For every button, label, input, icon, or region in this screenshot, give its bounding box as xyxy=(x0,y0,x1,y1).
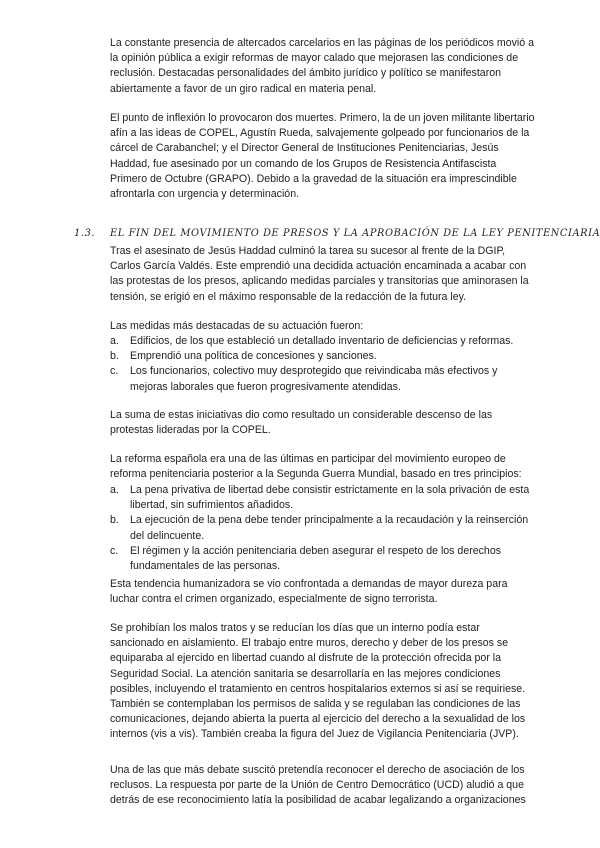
paragraph-punto-inflexion: El punto de inflexión lo provocaron dos muertes. Primero, la de un joven militante libertario afín a las ideas de COPEL, Agustín Rueda, salvajemente golpeado por funcionarios de la cárcel de Carabanchel; y el Director General de Instituciones Penitenciarias, Jesús Haddad, fue asesinado por un comando de los Grupos de Resistencia Antifascista Primero de Octubre (GRAPO). Debido a la gravedad de la situación era imprescindible afrontarla con urgencia y determinación. xyxy=(110,112,535,201)
list-item-text: Emprendió una política de concesiones y sanciones. xyxy=(130,350,377,363)
list-item-text: Edificios, de los que estableció un detallado inventario de deficiencias y reformas. xyxy=(130,335,514,347)
list-marker: c. xyxy=(110,365,119,378)
list-item xyxy=(110,513,535,543)
list-item-text: Los funcionarios, colectivo muy desprotegido que reivindicaba más efectivos y mejoras laborales que fueron progresivamente atendidas. xyxy=(130,365,498,393)
list-item-text: La ejecución de la pena debe tender principalmente a la recaudación y la reinserción del delincuente. xyxy=(130,514,529,542)
paragraph-asesinato-haddad: Tras el asesinato de Jesús Haddad culminó la tarea su sucesor al frente de la DGIP, Carlos García Valdés. Este emprendió una decidida actuación encaminada a acabar con las protestas de los presos, aplicando medidas parciales y transitorias que aminorasen la tensión, se erigió en el máximo responsable de la redacción de la futura ley. xyxy=(110,245,529,303)
list-marker: b. xyxy=(110,350,119,363)
paragraph-reforma-espanola: La reforma española era una de las últimas en participar del movimiento europeo de reforma penitenciaria posterior a la Segunda Guerra Mundial, basado en tres principios: xyxy=(110,453,522,481)
list-item xyxy=(110,544,535,574)
list-item-text: La pena privativa de libertad debe consistir estrictamente en la sola privación de esta libertad, sin sufrimientos añadidos. xyxy=(130,484,530,512)
list-marker: b. xyxy=(110,514,119,527)
section-title: EL FIN DEL MOVIMIENTO DE PRESOS Y LA APROBACIÓN DE LA LEY PENITENCIARIA xyxy=(110,228,600,239)
list-item xyxy=(110,349,535,364)
list-marker: c. xyxy=(110,544,119,557)
paragraph-malos-tratos: Se prohibían los malos tratos y se reducían los días que un interno podía estar sancionado en aislamiento. El trabajo entre muros, derecho y deber de los presos se equiparaba al ejercido en libertad cuando al disfrute de la protección ofrecida por la Seguridad Social. La atención sanitaria se desarrollaría en las mejores condiciones posibles, incluyendo el tratamiento en centros hospitalarios externos si así se requiriese. También se contemplaban los permisos de salida y se regulaban las condiciones de las comunicaciones, dejando abierta la puerta al ejercicio del derecho a la sexualidad de los internos (vis a vis). También creaba la figura del Juez de Vigilancia Penitenciaria (JVP). xyxy=(110,622,526,741)
measures-list xyxy=(110,334,535,395)
principles-list xyxy=(110,483,535,574)
paragraph-medidas-intro: Las medidas más destacadas de su actuación fueron: xyxy=(110,320,364,332)
list-item-text: El régimen y la acción penitenciaria deben asegurar el respeto de los derechos fundamentales de las personas. xyxy=(130,544,502,573)
paragraph-presencia-altercados: La constante presencia de altercados carcelarios en las páginas de los periódicos movió a la opinión pública a exigir reformas de mayor calado que mejorasen las condiciones de reclusión. Destacadas personalidades del ámbito jurídico y político se manifestaron abiertamente a favor de un giro radical en materia penal. xyxy=(110,37,534,95)
list-item xyxy=(110,483,535,513)
section-number: 1.3. xyxy=(74,228,96,239)
paragraph-tendencia-humanizadora: Esta tendencia humanizadora se vio confrontada a demandas de mayor dureza para luchar contra el crimen organizado, especialmente de signo terrorista. xyxy=(110,578,508,606)
paragraph-derecho-asociacion: Una de las que más debate suscitó pretendía reconocer el derecho de asociación de los reclusos. La respuesta por parte de la Unión de Centro Democrático (UCD) aludió a que detrás de ese reconocimiento latía la posibilidad de acabar legalizando a organizaciones xyxy=(110,764,526,807)
list-item xyxy=(110,334,535,349)
list-marker: a. xyxy=(110,484,119,496)
list-marker: a. xyxy=(110,335,119,347)
list-item xyxy=(110,364,535,394)
paragraph-suma-iniciativas: La suma de estas iniciativas dio como resultado un considerable descenso de las protestas lideradas por la COPEL. xyxy=(110,409,493,437)
